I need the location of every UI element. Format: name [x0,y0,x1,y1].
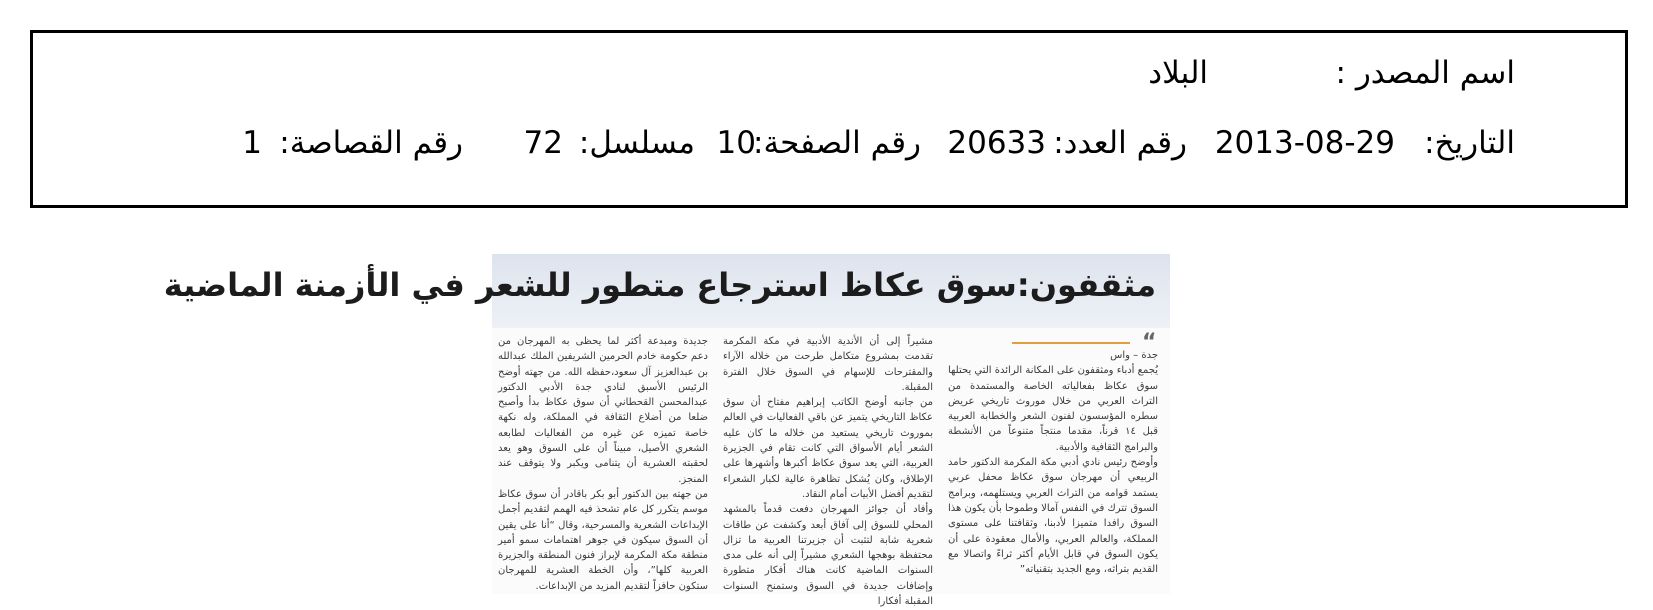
paragraph: مشيراً إلى أن الأندية الأدبية في مكة المكرمة تقدمت بمشروع متكامل طرحت من خلاله الآراء والمقترحات للإسهام في السوق خلال الفترة المقبلة. [723,336,933,393]
source-value: البلاد [1148,55,1208,91]
article-headline: مثقفون:سوق عكاظ استرجاع متطور للشعر في الأزمنة الماضية [163,266,1156,304]
source-label: اسم المصدر : [1335,55,1515,91]
dateline: جدة – واس [1110,350,1158,361]
date-value: 2013-08-29 [1214,125,1395,161]
paragraph: وأفاد أن جوائز المهرجان دفعت قدماً بالمشهد المحلي للسوق إلى آفاق أبعد وكشفت عن طاقات شعرية شابة لتثبت أن جزيرتنا العربية ما تزال محتفظة بوهجها الشعري مشيراً إلى أنه على مدى السنوات الماضية كانت هناك أفكار متطورة وإضافات جديدة في السوق وستمنح السنوات المقبلة أفكارا [723,504,933,608]
paragraph: من جانبه أوضح الكاتب إبراهيم مفتاح أن سوق عكاظ التاريخي يتميز عن باقي الفعاليات في العالم بموروث تاريخي يستعيد من خلاله ما كان عليه الشعر أيام الأسواق التي كانت تقام في الجزيرة العربية، التي يعد سوق عكاظ أكبرها وأشهرها على الإطلاق، وكان يُشكل تظاهرة عالية لكبار الشعراء لتقديم أفضل الأبيات أمام النقاد. [723,397,933,500]
quote-mark-icon: “ [1142,330,1157,355]
article-column-1 [948,330,1158,592]
paragraph: جديدة ومبدعة أكثر لما يحظى به المهرجان من دعم حكومة خادم الحرمين الشريفين الملك عبدالله بن عبدالعزيز آل سعود،حفظه الله. من جهته أوضح الرئيس الأسبق لنادي جدة الأدبي الدكتور عبدالمحسن القحطاني أن سوق عكاظ بدأ وأصبح ضلعا من أضلاع الثقافة في المملكة، وله نكهة خاصة تميزه عن غيره من الفعاليات لطابعه الشعري الأصيل، مبيناً أن على السوق وهو يعد لحقبته العشرية أن يتنامى ويكبر ولا يتوقف عند المنجز. [498,336,708,485]
paragraph: وأوضح رئيس نادي أدبي مكة المكرمة الدكتور حامد الربيعي أن مهرجان سوق عكاظ محفل عربي يستمد قوامه من التراث العربي ويستلهمه، وبرامج السوق تترك في النفس آمالا وطموحا بأن يكون هذا السوق رافدا متميزا لأدبنا، وثقافتنا على مستوى المملكة، والعالم العربي، والأمال معقودة على أن يكون السوق في قابل الأيام أكثر ثراءً واتصالا مع القديم بتراثه، ومع الجديد بتقنياته” [948,457,1158,576]
issue-label: رقم العدد: [1053,125,1187,161]
issue-value: 20633 [947,125,1046,161]
paragraph: من جهته بين الدكتور أبو بكر باقادر أن سوق عكاظ موسم يتكرر كل عام تشحذ فيه الهمم لتقديم أجمل الإبداعات الشعرية والمسرحية، وقال “أنا على يقين أن السوق سيكون في جوهر اهتمامات سمو أمير منطقة مكة المكرمة لإبراز فنون المنطقة والجزيرة العربية كلها”، وأن الخطة العشرية للمهرجان ستكون حافزاً لتقديم المزيد من الإبداعات. [498,488,708,592]
newspaper-clipping [163,254,1170,608]
page-label: رقم الصفحة: [753,125,921,161]
serial-value: 72 [523,125,563,161]
date-label: التاريخ: [1424,125,1515,161]
clip-number-label: رقم القصاصة: [279,125,463,161]
serial-label: مسلسل: [578,125,695,161]
article-column-2 [723,334,933,608]
article-column-3 [498,334,708,592]
paragraph: يُجمع أدباء ومثقفون على المكانة الرائدة التي يحتلها سوق عكاظ بفعالياته الخاصة والمستمدة من التراث العربي من خلال موروث تاريخي عريض سطره المؤسسون لفنون الشعر والخطابة العربية قبل ١٤ قرناً، مقدما منتجاً متنوعاً من الأنشطة والبرامج الثقافية والأدبية. [948,365,1158,453]
clip-number-value: 1 [242,125,262,161]
clipping-metadata-box [30,30,1628,208]
page-value: 10 [716,125,756,161]
